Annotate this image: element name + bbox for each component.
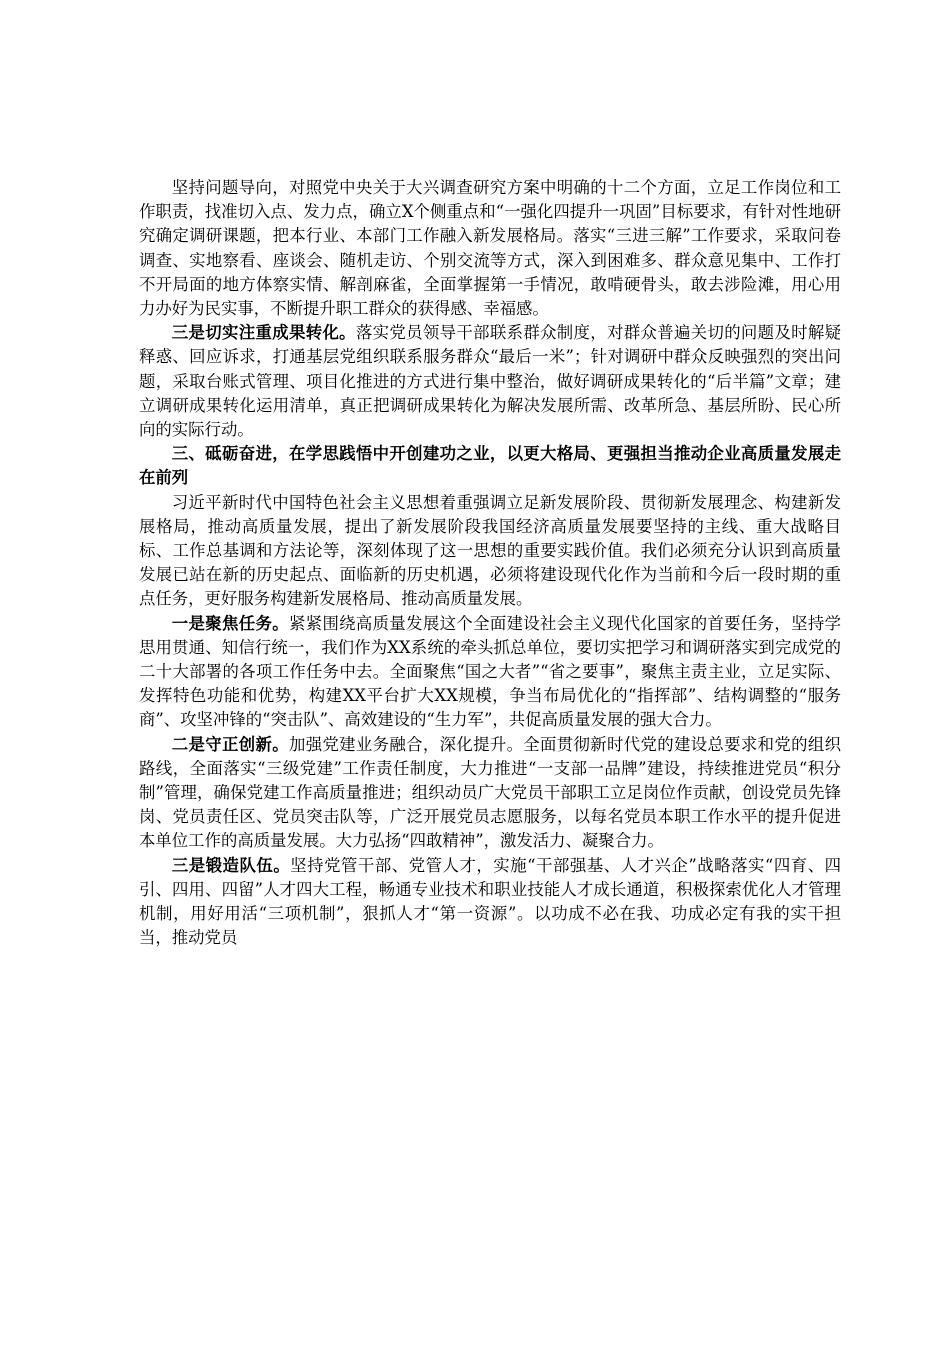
paragraph-text: 坚持问题导向，对照党中央关于大兴调查研究方案中明确的十二个方面，立足工作岗位和工作职责，找准切入点、发力点，确立X个侧重点和“一强化四提升一巩固”目标要求，有针对性地研究确定调研课题，把本行业、本部门工作融入新发展格局。落实“三进三解”工作要求，采取问卷调查、实地察看、座谈会、随机走访、个别交流等方式，深入到困难多、群众意见集中、工作打不开局面的地方体察实情、解剖麻雀，全面掌握第一手情况，敢啃硬骨头，敢去涉险滩，用心用力办好为民实事，不断提升职工群众的获得感、幸福感。 xyxy=(139,178,841,319)
paragraph-innovation xyxy=(139,733,841,854)
paragraph-focus-tasks xyxy=(139,612,841,733)
paragraph-text: 习近平新时代中国特色社会主义思想着重强调立足新发展阶段、贯彻新发展理念、构建新发展格局，推动高质量发展，提出了新发展阶段我国经济高质量发展要坚持的主线、重大战略目标、工作总基调和方法论等，深刻体现了这一思想的重要实践价值。我们必须充分认识到高质量发展已站在新的历史起点、面临新的历史机遇，必须将建设现代化作为当前和今后一段时期的重点任务，更好服务构建新发展格局、推动高质量发展。 xyxy=(139,492,841,609)
paragraph-results-transformation xyxy=(139,321,841,442)
paragraph-lead: 二是守正创新。 xyxy=(171,734,289,754)
document-page xyxy=(139,176,841,951)
paragraph-lead: 三是锻造队伍。 xyxy=(171,855,291,875)
paragraph-text: 紧紧围绕高质量发展这个全面建设社会主义现代化国家的首要任务，坚持学思用贯通、知信行统一，我们作为XX系统的牵头抓总单位，要切实把学习和调研落实到完成党的二十大部署的各项工作任务中去。全面聚焦“国之大者”“省之要事”，聚焦主责主业，立足实际、发挥特色功能和优势，构建XX平台扩大XX规模，争当布局优化的“指挥部”、结构调整的“服务商”、攻坚冲锋的“突击队”、高效建设的“生力军”，共促高质量发展的强大合力。 xyxy=(139,613,841,730)
paragraph-text: 落实党员领导干部联系群众制度，对群众普遍关切的问题及时解疑释惑、回应诉求，打通基层党组织联系服务群众“最后一米”；针对调研中群众反映强烈的突出问题，采取台账式管理、项目化推进的方式进行集中整治，做好调研成果转化的“后半篇”文章；建立调研成果转化运用清单，真正把调研成果转化为解决发展所需、改革所急、基层所盼、民心所向的实际行动。 xyxy=(139,323,842,440)
paragraph-text: 加强党建业务融合，深化提升。全面贯彻新时代党的建设总要求和党的组织路线，全面落实“三级党建”工作责任制度，大力推进“一支部一品牌”建设，持续推进党员“积分制”管理，确保党建工作高质量推进；组织动员广大党员干部职工立足岗位作贡献，创设党员先锋岗、党员责任区、党员突击队等，广泛开展党员志愿服务，以每名党员本职工作水平的提升促进本单位工作的高质量发展。大力弘扬“四敢精神”，激发活力、凝聚合力。 xyxy=(139,734,841,851)
section-heading xyxy=(139,442,841,490)
paragraph-lead: 三是切实注重成果转化。 xyxy=(171,323,356,343)
paragraph-problem-oriented xyxy=(139,176,841,321)
section-heading-text: 三、砥砺奋进，在学思践悟中开创建功之业，以更大格局、更强担当推动企业高质量发展走在前列 xyxy=(139,444,841,488)
paragraph-lead: 一是聚焦任务。 xyxy=(171,613,289,633)
paragraph-high-quality-development xyxy=(139,491,841,612)
paragraph-text: 坚持党管干部、党管人才，实施“干部强基、人才兴企”战略落实“四育、四引、四用、四留”人才四大工程，畅通专业技术和职业技能人才成长通道，积极探索优化人才管理机制，用好用活“三项机制”，狠抓人才“第一资源”。以功成不必在我、功成必定有我的实干担当，推动党员 xyxy=(139,855,842,948)
paragraph-team-building xyxy=(139,854,841,951)
